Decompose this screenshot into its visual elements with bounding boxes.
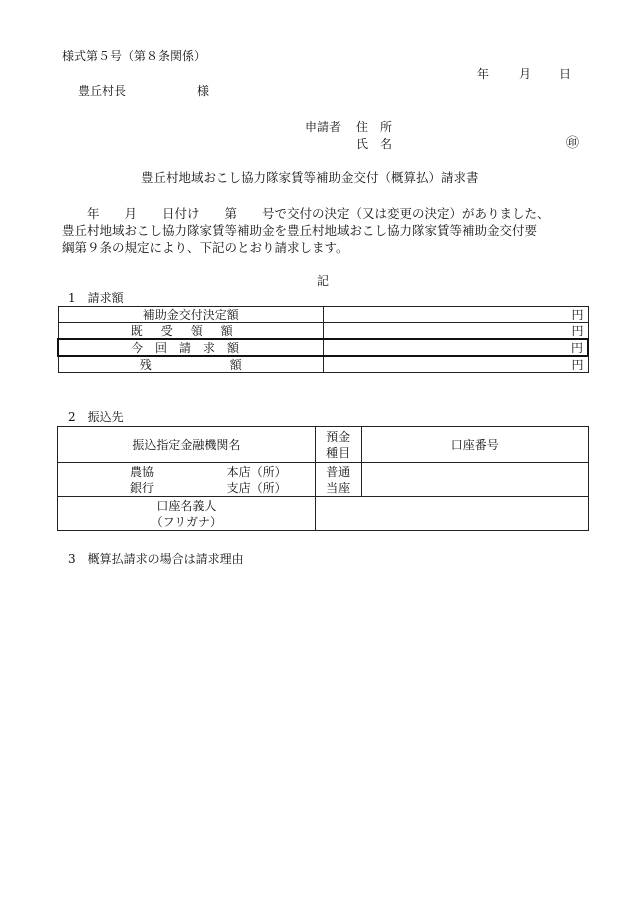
deposit-type-2: 当座 xyxy=(326,480,351,495)
branch-type-2: 支店（所） xyxy=(226,480,287,495)
bank-transfer-table xyxy=(57,426,589,531)
row-unit: 円 xyxy=(323,307,588,323)
applicant-name-label: 氏 名 xyxy=(356,137,393,151)
bank-type-1: 農協 xyxy=(130,464,155,479)
form-number: 様式第５号（第８条関係） xyxy=(62,49,207,63)
bank-type-2: 銀行 xyxy=(130,480,155,495)
account-holder-value xyxy=(315,497,588,531)
table-row xyxy=(58,427,589,463)
row-unit: 円 xyxy=(323,356,588,373)
table-row xyxy=(58,497,589,531)
seal-mark: ㊞ xyxy=(566,136,580,151)
row-unit: 円 xyxy=(323,339,588,356)
account-number-cell xyxy=(361,463,588,497)
applicant-address-label: 住 所 xyxy=(356,120,393,134)
bank-line-2 xyxy=(58,480,315,496)
bank-line-1 xyxy=(58,464,315,480)
date-year: 年 xyxy=(477,67,490,81)
col-type-line-1: 預金 xyxy=(326,429,351,444)
table-row xyxy=(58,307,588,323)
body-line-2: 豊丘村地域おこし協力隊家賃等補助金を豊丘村地域おこし協力隊家賃等補助金交付要 xyxy=(62,223,538,238)
row-label: 補助金交付決定額 xyxy=(58,307,323,323)
account-holder-label: 口座名義人 xyxy=(156,498,217,513)
col-type-line-2: 種目 xyxy=(326,445,351,460)
claim-amount-table xyxy=(57,306,589,373)
document-title: 豊丘村地域おこし協力隊家賃等補助金交付（概算払）請求書 xyxy=(141,170,479,185)
table-row xyxy=(58,356,588,373)
ki-mark: 記 xyxy=(317,274,330,288)
row-label: 既受領額 xyxy=(58,323,323,340)
section3-heading: 3 概算払請求の場合は請求理由 xyxy=(68,552,244,566)
addressee-honorific: 様 xyxy=(197,84,210,98)
body-line-3: 綱第９条の規定により、下記のとおり請求します。 xyxy=(62,240,349,255)
account-holder-kana: （フリガナ） xyxy=(150,514,223,529)
addressee-org: 豊丘村長 xyxy=(78,84,127,98)
bank-name-cell xyxy=(58,463,316,497)
date-month: 月 xyxy=(519,67,532,81)
row-label: 残額 xyxy=(58,356,323,373)
body-paragraph xyxy=(62,205,592,256)
body-line-1: 年 月 日付け 第 号で交付の決定（又は変更の決定）がありました、 xyxy=(62,206,550,221)
section1-heading: 1 請求額 xyxy=(68,291,124,305)
table-row xyxy=(58,323,588,340)
applicant-label: 申請者 xyxy=(305,120,342,134)
deposit-type-cell xyxy=(315,463,361,497)
table-row xyxy=(58,339,588,356)
account-holder-cell xyxy=(58,497,316,531)
date-day: 日 xyxy=(559,67,572,81)
table-row xyxy=(58,463,589,497)
col-account-header: 口座番号 xyxy=(361,427,588,463)
row-label: 今回請求額 xyxy=(58,339,323,356)
col-bank-header: 振込指定金融機関名 xyxy=(58,427,316,463)
section2-heading: 2 振込先 xyxy=(68,410,124,424)
row-unit: 円 xyxy=(323,323,588,340)
branch-type-1: 本店（所） xyxy=(226,464,287,479)
deposit-type-1: 普通 xyxy=(326,464,351,479)
col-type-header xyxy=(315,427,361,463)
